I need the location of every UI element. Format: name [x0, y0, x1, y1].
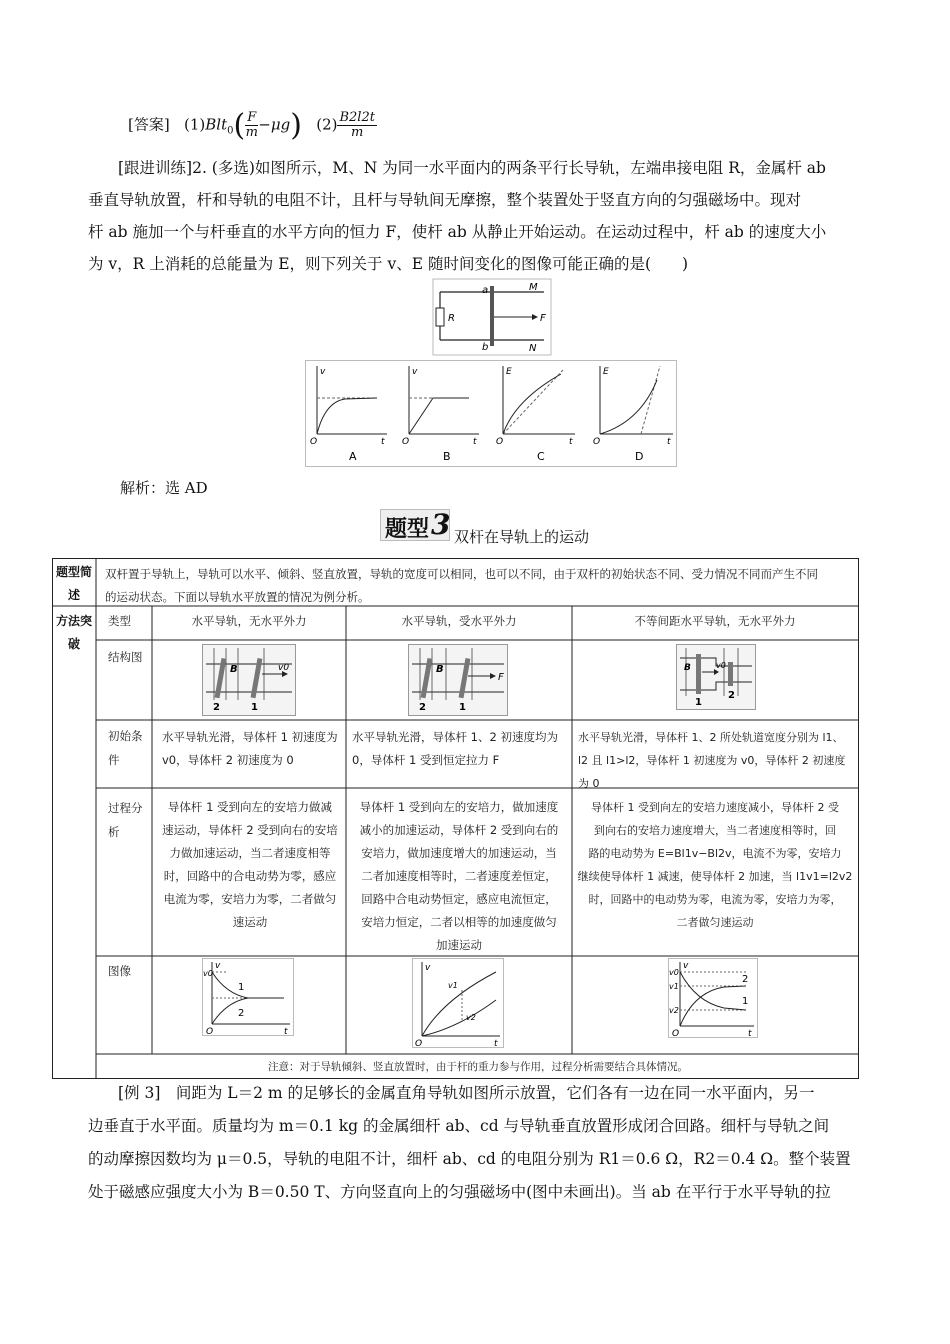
graph-a-v: v [320, 367, 326, 377]
head-summary [52, 561, 96, 607]
answer-label: [答案] [128, 115, 170, 134]
initial-1-line-2: v0，导体杆 2 初速度为 0 [162, 753, 294, 767]
exercise-line-3: 杆 ab 施加一个与杆垂直的水平方向的恒力 F，使杆 ab 从静止开始运动。在运动过程中，杆 ab 的速度大小 [88, 223, 827, 241]
graph-c-t: t [569, 437, 573, 447]
process-2-line-3: 安培力，做加速度增大的加速运动，当 [361, 846, 557, 860]
row-graph-label: 图像 [108, 964, 131, 978]
label-m: M [529, 282, 538, 293]
answer-part1-expr: Blt [205, 115, 228, 134]
rod-ab [490, 286, 494, 346]
answer-part1-tail: −μg [258, 115, 291, 134]
graph-d-label: D [635, 450, 644, 463]
initial-2-line-2: 0，导体杆 1 受到恒定拉力 F [352, 753, 500, 767]
structure-diagram-2 [408, 644, 508, 716]
resistor-icon [436, 308, 444, 326]
example-line-4: 处于磁感应强度大小为 B＝0.50 T、方向竖直向上的匀强磁场中(图中未画出)。当 ab 在平行于水平导轨的拉 [88, 1183, 831, 1201]
sd3-label-v0: v0 [716, 661, 726, 670]
tg1-label-t: t [284, 1027, 288, 1036]
summary-line-1: 双杆置于导轨上，导轨可以水平、倾斜、竖直放置，导轨的宽度可以相同，也可以不同，由于双杆的初始状态不同、受力情况不同而产生不同 [105, 567, 818, 581]
tg3-label-v1: v1 [669, 982, 679, 991]
frac2-num: B2l2t [339, 110, 375, 125]
example-line-3: 的动摩擦因数均为 μ＝0.5，导轨的电阻不计，细杆 ab、cd 的电阻分别为 R1＝0.6 Ω，R2＝0.4 Ω。整个装置 [88, 1150, 851, 1168]
process-2-line-6: 安培力恒定，二者以相等的加速度做匀 [361, 915, 557, 929]
process-3-line-3: 路的电动势为 E=Bl1v−Bl2v，电流不为零，安培力 [588, 847, 842, 860]
process-1-line-3: 力做加速运动，当二者速度相等 [169, 846, 331, 860]
sd2-label-f: F [498, 672, 504, 683]
col-type-label: 类型 [108, 614, 131, 628]
sd2-label-1: 1 [459, 702, 466, 713]
tg2-label-v: v [425, 963, 431, 973]
initial-2-line-1: 水平导轨光滑，导体杆 1、2 初速度均为 [352, 730, 558, 744]
tg2-label-v2: v2 [466, 1013, 476, 1022]
initial-3-line-3: 为 0 [578, 777, 600, 790]
tg1-label-v: v [215, 961, 221, 971]
head-summary-text: 题型简述 [55, 565, 92, 602]
tg1-label-1: 1 [238, 982, 245, 993]
process-3-line-2: 到向右的安培力速度增大，当二者速度相等时，回 [594, 824, 836, 837]
answer-part2-prefix: (2) [316, 115, 338, 134]
tg3-label-1: 1 [742, 996, 749, 1007]
answer-frac2 [337, 111, 376, 140]
sd1-label-b: B [230, 664, 238, 675]
graph-b-label: B [443, 450, 451, 463]
frac1-den: m [245, 125, 258, 140]
sd3-label-1: 1 [695, 697, 702, 708]
initial-1-line-1: 水平导轨光滑，导体杆 1 初速度为 [162, 730, 338, 744]
table-note: 注意：对于导轨倾斜、竖直放置时，由于杆的重力参与作用，过程分析需要结合具体情况。 [268, 1061, 688, 1073]
graph-d-o: O [593, 437, 601, 447]
structure-diagram-3 [676, 644, 756, 710]
section-badge-text: 题型 [385, 516, 430, 542]
process-2-line-7: 加速运动 [436, 938, 482, 952]
answer-frac1 [245, 111, 258, 140]
exercise-line-2: 垂直导轨放置，杆和导轨的电阻不计，且杆与导轨间无摩擦，整个装置处于竖直方向的匀强磁场中。现对 [88, 191, 802, 209]
tg3-label-v2: v2 [669, 1006, 679, 1015]
initial-3-line-1: 水平导轨光滑，导体杆 1、2 所处轨道宽度分别为 l1、 [578, 731, 844, 744]
process-1-line-1: 导体杆 1 受到向左的安培力做减 [167, 800, 333, 814]
answer-sub: 0 [227, 125, 234, 137]
tg2-label-t: t [494, 1039, 498, 1048]
process-1-line-6: 速运动 [232, 915, 268, 929]
row-process-label: 过程分析 [108, 801, 143, 839]
process-2 [350, 796, 568, 957]
sd2-label-b: B [436, 664, 444, 675]
tg3-label-t: t [748, 1029, 752, 1038]
tg1-label-2: 2 [238, 1008, 245, 1019]
initial-3-line-2: l2 且 l1>l2，导体杆 1 初速度为 v0，导体杆 2 初速度 [578, 754, 846, 767]
graph-c-label: C [537, 450, 545, 463]
graph-b-v: v [412, 367, 418, 377]
table-graph-3 [668, 958, 758, 1038]
example-line-2: 边垂直于水平面。质量均为 m＝0.1 kg 的金属细杆 ab、cd 与导轨垂直放置形成闭合回路。细杆与导轨之间 [88, 1117, 830, 1135]
process-2-line-4: 二者加速度相等时，二者速度差恒定， [361, 869, 557, 883]
head-method-text: 方法突破 [55, 614, 92, 651]
tg3-label-v0: v0 [669, 968, 679, 977]
sd3-label-2: 2 [728, 690, 735, 701]
sd1-label-2: 2 [213, 702, 220, 713]
process-2-line-1: 导体杆 1 受到向左的安培力，做加速度 [359, 800, 559, 814]
graphs-frame [306, 361, 677, 467]
tg3-label-o: O [672, 1029, 680, 1038]
right-paren: ) [290, 108, 302, 143]
section-number: 3 [431, 508, 451, 541]
exercise-line-4: 为 v，R 上消耗的总能量为 E，则下列关于 v、E 随时间变化的图像可能正确的是( ) [88, 255, 689, 273]
tg2-label-o: O [415, 1039, 423, 1048]
sd3-frame [677, 645, 756, 710]
label-n: N [529, 343, 537, 354]
label-f: F [540, 313, 546, 324]
tg3-label-2: 2 [742, 974, 749, 985]
frac2-den: m [351, 125, 364, 140]
col-head-3: 不等间距水平导轨，无水平外力 [634, 614, 796, 628]
structure-diagram-1 [202, 644, 296, 716]
sd1-label-1: 1 [251, 702, 258, 713]
graph-a-o: O [310, 437, 318, 447]
row-initial-label: 初始条件 [108, 729, 143, 767]
head-method [52, 610, 96, 656]
process-3-line-5: 时，回路中的电动势为零，电流为零，安培力为零， [588, 893, 842, 906]
answer-part1-prefix: (1) [184, 115, 206, 134]
label-a: a [482, 285, 489, 296]
process-1 [158, 796, 342, 934]
tg3-label-v: v [683, 961, 689, 971]
solution-text: 解析：选 AD [120, 479, 208, 497]
sd1-label-v0: v0 [278, 663, 290, 673]
section-badge [380, 509, 450, 541]
tg2-label-v1: v1 [448, 981, 458, 990]
graph-a-label: A [349, 450, 357, 463]
section-title: 双杆在导轨上的运动 [454, 528, 590, 546]
tg1-label-o: O [206, 1027, 214, 1036]
sd3-rod-1 [696, 654, 701, 694]
tg1-label-v0: v0 [203, 969, 213, 978]
process-3 [574, 796, 856, 934]
graph-d-t: t [667, 437, 671, 447]
process-2-line-2: 减小的加速运动，导体杆 2 受到向右的 [359, 823, 559, 837]
label-r: R [448, 313, 455, 324]
sd3-rod-2 [728, 662, 733, 686]
process-3-line-1: 导体杆 1 受到向左的安培力速度减小，导体杆 2 受 [591, 801, 839, 814]
summary-line-2: 的运动状态。下面以导轨水平放置的情况为例分析。 [105, 590, 370, 604]
graph-b-o: O [402, 437, 410, 447]
process-3-line-4: 继续使导体杆 1 减速，使导体杆 2 加速，当 l1v1=l2v2 [577, 870, 853, 883]
col-head-1: 水平导轨，无水平外力 [191, 614, 307, 628]
process-2-line-5: 回路中合电动势恒定，感应电流恒定， [361, 892, 557, 906]
graph-c-e: E [506, 367, 512, 377]
row-structure-label: 结构图 [108, 650, 143, 664]
label-b: b [482, 342, 489, 353]
exercise-line-1: [跟进训练]2. (多选)如图所示，M、N 为同一水平面内的两条平行长导轨，左端串接电阻 R，金属杆 ab [118, 159, 826, 177]
circuit-diagram [432, 278, 552, 356]
graph-d-e: E [603, 367, 609, 377]
process-1-line-2: 速运动，导体杆 2 受到向右的安培 [162, 823, 338, 837]
graph-c-o: O [496, 437, 504, 447]
process-3-line-6: 二者做匀速运动 [676, 916, 754, 929]
table-graph-1 [202, 958, 294, 1036]
process-1-line-5: 电流为零，安培力为零，二者做匀 [163, 892, 337, 906]
graph-a-t: t [381, 437, 385, 447]
sd3-label-b: B [684, 663, 691, 673]
answer-line [128, 108, 377, 143]
example-line-1: [例 3] 间距为 L＝2 m 的足够长的金属直角导轨如图所示放置，它们各有一边在同一水平面内，另一 [118, 1084, 815, 1102]
sd2-label-2: 2 [419, 702, 426, 713]
option-graphs [305, 360, 677, 467]
col-head-2: 水平导轨，受水平外力 [401, 614, 517, 628]
left-paren: ( [233, 108, 246, 143]
table-graph-2 [412, 958, 504, 1048]
process-1-line-4: 时，回路中的合电动势为零，感应 [163, 869, 337, 883]
frac1-num: F [247, 110, 257, 125]
graph-b-t: t [473, 437, 477, 447]
